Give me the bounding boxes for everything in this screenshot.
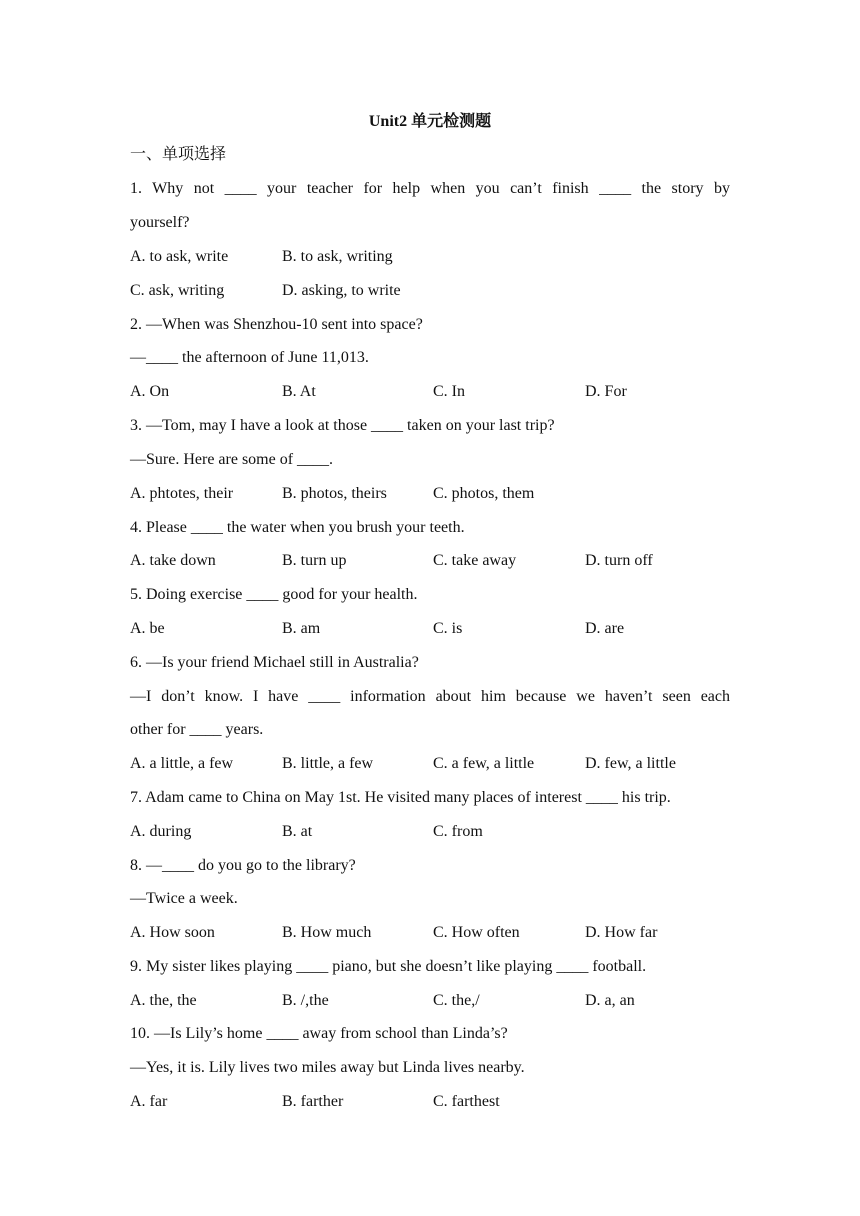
question-7-text: 7. Adam came to China on May 1st. He visited many places of interest ____ his trip.: [130, 789, 671, 806]
question-5-text: 5. Doing exercise ____ good for your health.: [130, 586, 418, 603]
question-8-text-line-1: 8. —____ do you go to the library?: [130, 857, 356, 874]
question-8-option-b: B. How much: [282, 924, 372, 941]
question-8-text-line-2: —Twice a week.: [130, 890, 238, 907]
question-7-option-a: A. during: [130, 823, 192, 840]
section-heading: 一、单项选择: [130, 146, 227, 163]
question-8-options: [130, 921, 730, 945]
question-4-option-a: A. take down: [130, 552, 216, 569]
question-4-option-d: D. turn off: [585, 552, 653, 569]
question-2-option-c: C. In: [433, 383, 465, 400]
question-5-option-b: B. am: [282, 620, 321, 637]
question-2-options: [130, 380, 730, 404]
question-4-options: [130, 549, 730, 573]
question-6-text-line-2: —I don’t know. I have ____ information about him because we haven’t seen each: [130, 688, 730, 705]
question-10-text-line-1: 10. —Is Lily’s home ____ away from school than Linda’s?: [130, 1025, 508, 1042]
question-9-options: [130, 989, 730, 1013]
question-5-option-a: A. be: [130, 620, 165, 637]
question-7-options: [130, 820, 730, 844]
question-1-options-row-1: [130, 245, 730, 269]
question-1-option-a: A. to ask, write: [130, 248, 229, 265]
question-2-text-line-1: 2. —When was Shenzhou-10 sent into space?: [130, 316, 423, 333]
question-10-option-c: C. farthest: [433, 1093, 500, 1110]
question-6-option-d: D. few, a little: [585, 755, 676, 772]
question-9-text: 9. My sister likes playing ____ piano, but she doesn’t like playing ____ football.: [130, 958, 647, 975]
question-10-option-b: B. farther: [282, 1093, 344, 1110]
question-2-option-d: D. For: [585, 383, 627, 400]
question-1-text-line-1: 1. Why not ____ your teacher for help when you can’t finish ____ the story by: [130, 180, 730, 197]
question-7-option-b: B. at: [282, 823, 313, 840]
question-6-text-line-1: 6. —Is your friend Michael still in Australia?: [130, 654, 419, 671]
question-9-option-c: C. the,/: [433, 992, 480, 1009]
question-10-option-a: A. far: [130, 1093, 168, 1110]
question-5-options: [130, 617, 730, 641]
question-5-option-c: C. is: [433, 620, 463, 637]
question-4-option-c: C. take away: [433, 552, 517, 569]
question-9-option-a: A. the, the: [130, 992, 197, 1009]
question-6-options: [130, 752, 730, 776]
question-1-option-c: C. ask, writing: [130, 282, 225, 299]
question-9-option-b: B. /,the: [282, 992, 329, 1009]
question-2-text-line-2: —____ the afternoon of June 11,013.: [130, 349, 369, 366]
question-1-option-b: B. to ask, writing: [282, 248, 393, 265]
question-10-options: [130, 1090, 730, 1114]
question-9-option-d: D. a, an: [585, 992, 635, 1009]
question-4-option-b: B. turn up: [282, 552, 347, 569]
question-6-option-c: C. a few, a little: [433, 755, 535, 772]
question-6-option-b: B. little, a few: [282, 755, 374, 772]
question-4-text: 4. Please ____ the water when you brush your teeth.: [130, 519, 465, 536]
question-3-option-c: C. photos, them: [433, 485, 535, 502]
question-10-text-line-2: —Yes, it is. Lily lives two miles away but Linda lives nearby.: [130, 1059, 525, 1076]
question-7-option-c: C. from: [433, 823, 483, 840]
question-2-option-a: A. On: [130, 383, 170, 400]
question-3-text-line-2: —Sure. Here are some of ____.: [130, 451, 334, 468]
question-3-text-line-1: 3. —Tom, may I have a look at those ____ taken on your last trip?: [130, 417, 555, 434]
page-title: Unit2 单元检测题: [368, 113, 492, 130]
question-8-option-a: A. How soon: [130, 924, 215, 941]
question-5-option-d: D. are: [585, 620, 625, 637]
question-6-option-a: A. a little, a few: [130, 755, 234, 772]
question-8-option-c: C. How often: [433, 924, 520, 941]
question-3-option-a: A. phtotes, their: [130, 485, 234, 502]
question-6-text-line-3: other for ____ years.: [130, 721, 264, 738]
question-3-option-b: B. photos, theirs: [282, 485, 387, 502]
question-1-text-line-2: yourself?: [130, 214, 190, 231]
question-1-option-d: D. asking, to write: [282, 282, 401, 299]
question-1-options-row-2: [130, 279, 730, 303]
question-8-option-d: D. How far: [585, 924, 658, 941]
question-2-option-b: B. At: [282, 383, 316, 400]
question-3-options: [130, 482, 730, 506]
